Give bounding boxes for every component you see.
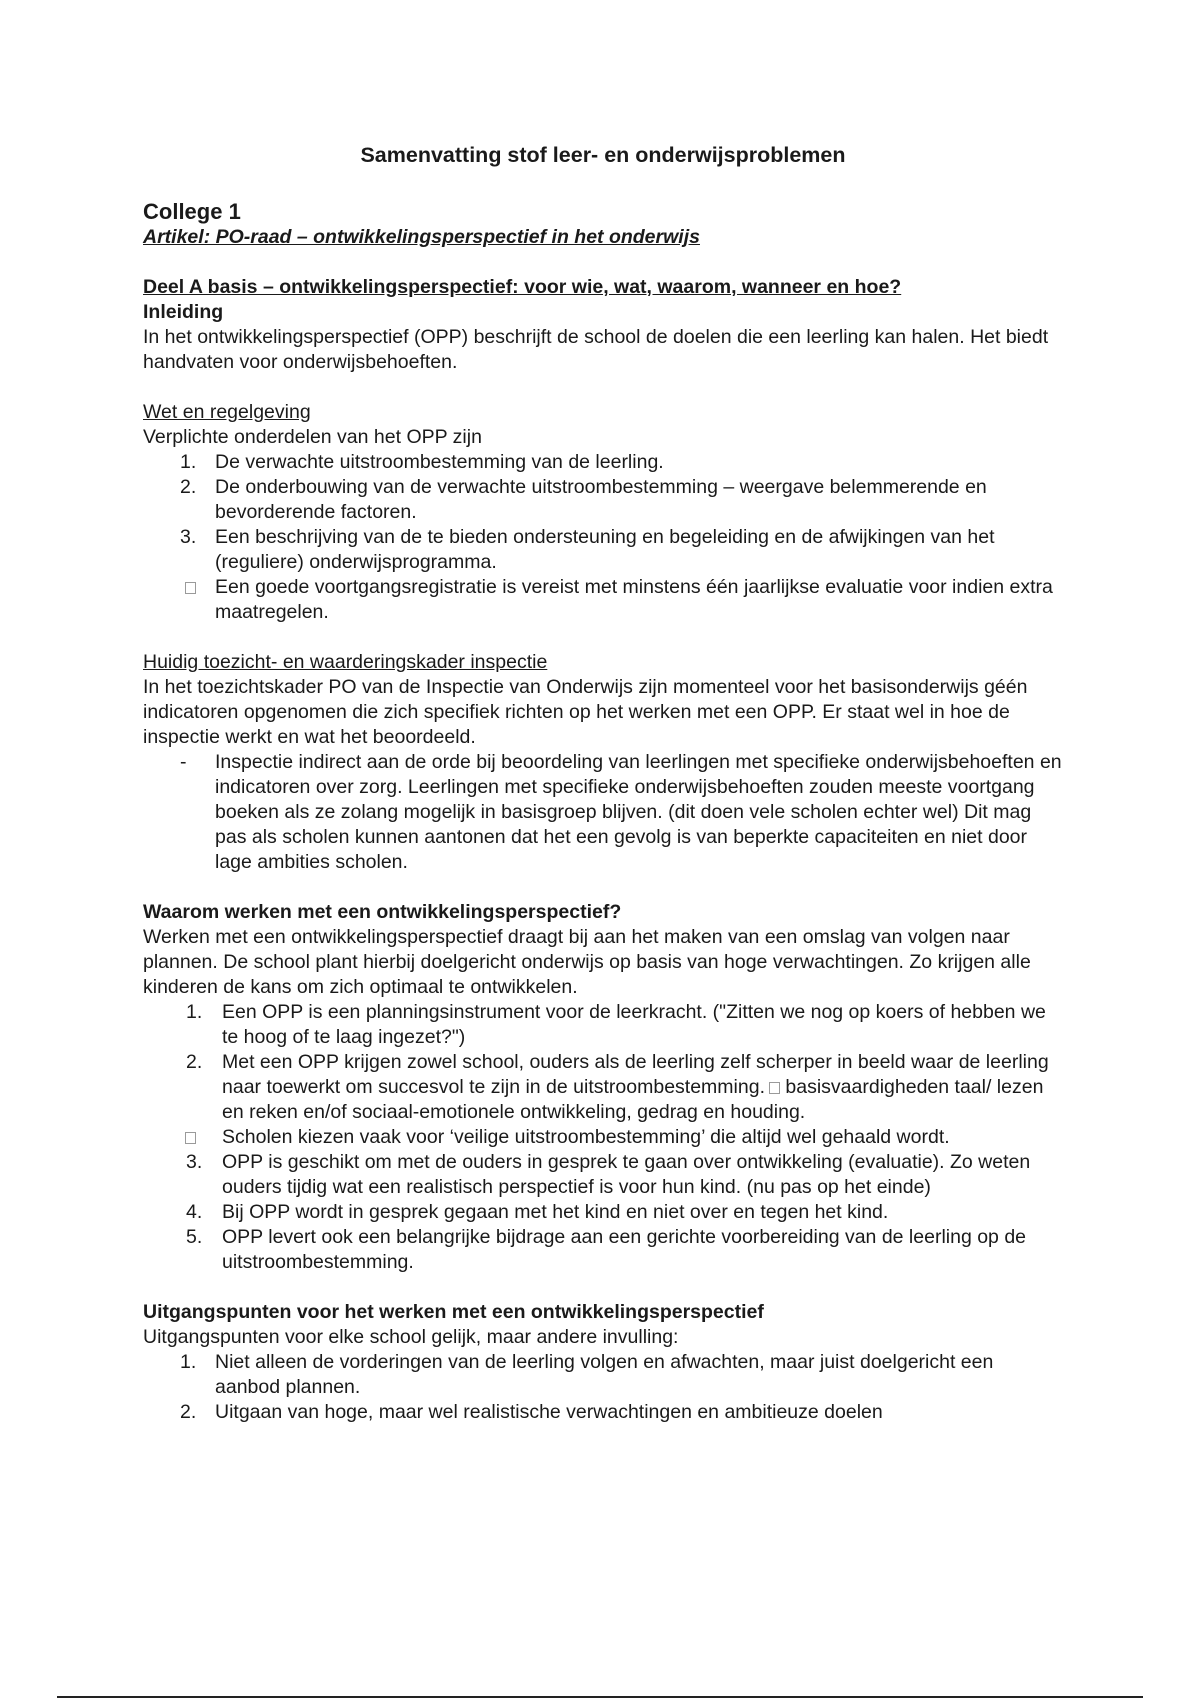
- list-item-text: Een beschrijving van de te bieden ondersteuning en begeleiding en de afwijkingen van het (reguliere) onderwijsprogramma.: [215, 526, 995, 573]
- list-item: [143, 750, 1063, 875]
- list-item: [143, 1000, 1063, 1050]
- document-title: Samenvatting stof leer- en onderwijsproblemen: [360, 143, 846, 167]
- checkbox-glyph-icon: [185, 1132, 196, 1144]
- list-item-text: Inspectie indirect aan de orde bij beoordeling van leerlingen met specifieke onderwijsbehoeften en indicatoren over zorg. Leerlingen met specifieke onderwijsbehoeften zouden meeste voortgang boeken als ze zolang mogelijk in basisgroep blijven. (dit doen vele scholen echter wel) Dit mag pas als scholen kunnen aantonen dat het een gevolg is van beperkte capaciteiten en niet door lage ambities scholen.: [215, 751, 1062, 873]
- toezicht-text: In het toezichtskader PO van de Inspectie van Onderwijs zijn momenteel voor het basisonderwijs géén indicatoren opgenomen die zich specifiek richten op het werken met een OPP. Er staat wel in hoe de inspectie werkt en wat het beoordeeld.: [143, 676, 1028, 748]
- list-item-text: De verwachte uitstroombestemming van de leerling.: [215, 451, 664, 473]
- list-item-text: Niet alleen de vorderingen van de leerling volgen en afwachten, maar juist doelgericht een aanbod plannen.: [215, 1351, 994, 1398]
- list-marker: 4.: [186, 1201, 203, 1223]
- list-item: [143, 1200, 1063, 1225]
- list-item-text: Uitgaan van hoge, maar wel realistische verwachtingen en ambitieuze doelen: [215, 1401, 883, 1423]
- college-heading: College 1: [143, 199, 241, 224]
- list-item: [143, 1050, 1063, 1125]
- inleiding-heading: Inleiding: [143, 301, 224, 323]
- list-item: [143, 475, 1063, 525]
- list-item-text: De onderbouwing van de verwachte uitstroombestemming – weergave belemmerende en bevorderende factoren.: [215, 476, 987, 523]
- list-item: [143, 575, 1063, 625]
- dash-marker: -: [180, 751, 187, 773]
- list-item-text-continued: basisvaardigheden taal/ lezen en reken en/of sociaal-emotionele ontwikkeling, gedrag en houding.: [222, 1076, 1044, 1123]
- list-marker: 2.: [180, 476, 197, 498]
- waarom-text: Werken met een ontwikkelingsperspectief draagt bij aan het maken van een omslag van volgen naar plannen. De school plant hierbij doelgericht onderwijs op basis van hoge verwachtingen. Zo krijgen alle kinderen de kans om zich optimaal te ontwikkelen.: [143, 926, 1031, 998]
- list-item-text: Een OPP is een planningsinstrument voor de leerkracht. ("Zitten we nog op koers of hebben we te hoog of te laag ingezet?"): [222, 1001, 1046, 1048]
- waarom-list: [143, 1000, 1063, 1275]
- list-item-text: Met een OPP krijgen zowel school, ouders als de leerling zelf scherper in beeld waar de leerling naar toewerkt om succesvol te zijn in de uitstroombestemming.: [222, 1051, 1049, 1098]
- wet-list: [143, 450, 1063, 625]
- article-heading: Artikel: PO-raad – ontwikkelingsperspectief in het onderwijs: [143, 226, 700, 248]
- list-item: [143, 1150, 1063, 1200]
- part-a-heading: Deel A basis – ontwikkelingsperspectief: voor wie, wat, waarom, wanneer en hoe?: [143, 276, 902, 298]
- wet-heading: Wet en regelgeving: [143, 401, 311, 423]
- list-item-text: Scholen kiezen vaak voor ‘veilige uitstroombestemming’ die altijd wel gehaald wordt.: [222, 1126, 950, 1148]
- list-marker: 1.: [186, 1001, 203, 1023]
- uitgang-heading: Uitgangspunten voor het werken met een ontwikkelingsperspectief: [143, 1301, 764, 1323]
- inleiding-text: In het ontwikkelingsperspectief (OPP) beschrijft de school de doelen die een leerling kan halen. Het biedt handvaten voor onderwijsbehoeften.: [143, 326, 1049, 373]
- list-item: [143, 1125, 1063, 1150]
- checkbox-glyph-icon: [769, 1082, 780, 1094]
- uitgang-list: [143, 1350, 1063, 1425]
- uitgang-intro: Uitgangspunten voor elke school gelijk, maar andere invulling:: [143, 1326, 679, 1348]
- list-item: [143, 1350, 1063, 1400]
- list-marker: 3.: [180, 526, 197, 548]
- list-item-text: OPP is geschikt om met de ouders in gesprek te gaan over ontwikkeling (evaluatie). Zo weten ouders tijdig wat een realistisch perspectief is voor hun kind. (nu pas op het einde): [222, 1151, 1031, 1198]
- list-item-text: Een goede voortgangsregistratie is vereist met minstens één jaarlijkse evaluatie voor indien extra maatregelen.: [215, 576, 1053, 623]
- list-marker: 3.: [186, 1151, 203, 1173]
- waarom-heading: Waarom werken met een ontwikkelingsperspectief?: [143, 901, 622, 923]
- list-marker: 2.: [180, 1401, 197, 1423]
- list-item: [143, 525, 1063, 575]
- document-page: [143, 143, 1063, 1425]
- footer-divider: [57, 1696, 1143, 1698]
- toezicht-list: [143, 750, 1063, 875]
- list-item: [143, 450, 1063, 475]
- list-item-text: Bij OPP wordt in gesprek gegaan met het kind en niet over en tegen het kind.: [222, 1201, 889, 1223]
- list-item-text: OPP levert ook een belangrijke bijdrage aan een gerichte voorbereiding van de leerling op de uitstroombestemming.: [222, 1226, 1027, 1273]
- list-marker: 1.: [180, 451, 197, 473]
- list-item: [143, 1225, 1063, 1275]
- list-marker: 5.: [186, 1226, 203, 1248]
- checkbox-glyph-icon: [185, 582, 196, 594]
- toezicht-heading: Huidig toezicht- en waarderingskader inspectie: [143, 651, 548, 673]
- list-marker: 2.: [186, 1051, 203, 1073]
- wet-intro: Verplichte onderdelen van het OPP zijn: [143, 426, 482, 448]
- list-marker: 1.: [180, 1351, 197, 1373]
- list-item: [143, 1400, 1063, 1425]
